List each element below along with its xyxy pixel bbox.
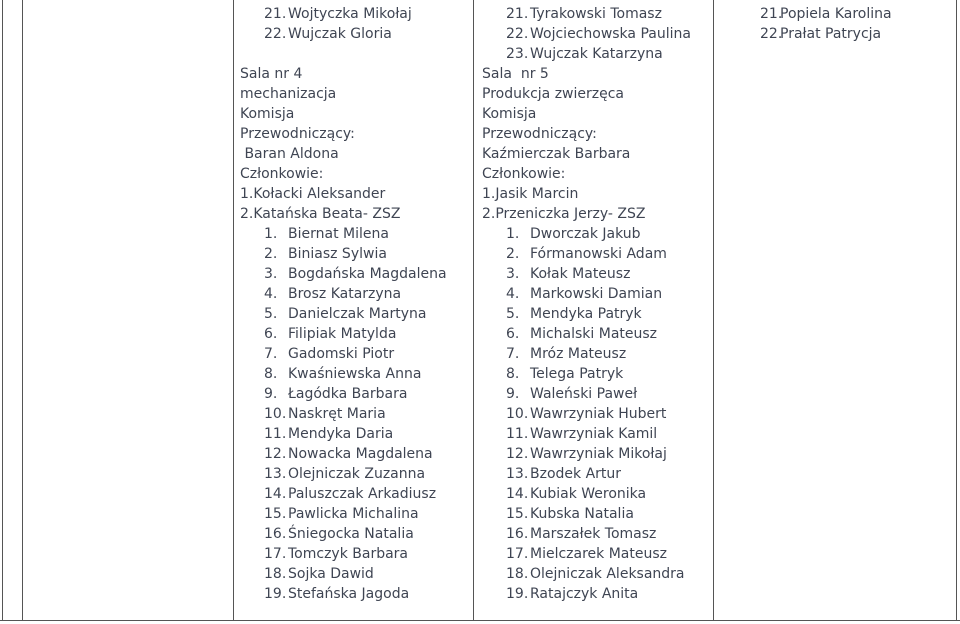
chair-label: Przewodniczący:	[482, 126, 597, 142]
list-item: 12. Nowacka Magdalena	[264, 446, 433, 462]
list-item: 19. Stefańska Jagoda	[264, 586, 410, 602]
list-item: 13. Bzodek Artur	[506, 466, 622, 482]
list-item: 4. Brosz Katarzyna	[264, 286, 402, 302]
column-continued	[760, 4, 955, 44]
list-item: 8. Telega Patryk	[506, 366, 624, 382]
column-divider	[233, 0, 234, 620]
member-1: 1.Jasik Marcin	[482, 186, 579, 202]
list-item: 16. Śniegocka Natalia	[264, 526, 414, 542]
table-border-left	[2, 0, 3, 620]
list-item: 17. Tomczyk Barbara	[264, 546, 409, 562]
list-item: 10. Wawrzyniak Hubert	[506, 406, 667, 422]
committee-heading: Komisja	[240, 106, 295, 122]
list-item: 1. Biernat Milena	[264, 226, 389, 242]
committee-heading: Komisja	[482, 106, 537, 122]
members-label: Członkowie:	[240, 166, 324, 182]
chair-name: Kaźmierczak Barbara	[482, 146, 631, 162]
list-item: 15. Pawlicka Michalina	[264, 506, 419, 522]
list-item: 11. Wawrzyniak Kamil	[506, 426, 658, 442]
list-item: 6. Michalski Mateusz	[506, 326, 658, 342]
table-border-right	[956, 0, 957, 620]
member-2: 2.Katańska Beata- ZSZ	[240, 206, 401, 222]
table-border-bottom	[0, 620, 960, 621]
list-item: 4. Markowski Damian	[506, 286, 663, 302]
list-item: 2. Biniasz Sylwia	[264, 246, 387, 262]
list-item: 3. Bogdańska Magdalena	[264, 266, 447, 282]
list-item: 12. Wawrzyniak Mikołaj	[506, 446, 667, 462]
list-item: 22. Wojciechowska Paulina	[506, 26, 691, 42]
list-item: 8. Kwaśniewska Anna	[264, 366, 422, 382]
room-title: Sala nr 5	[482, 66, 549, 82]
chair-name: Baran Aldona	[240, 146, 339, 162]
list-item: 14. Paluszczak Arkadiusz	[264, 486, 437, 502]
list-item: 21. Wojtyczka Mikołaj	[264, 6, 412, 22]
list-item: 11. Mendyka Daria	[264, 426, 394, 442]
column-sala-5	[482, 4, 712, 604]
members-label: Członkowie:	[482, 166, 566, 182]
list-item: 10. Naskręt Maria	[264, 406, 386, 422]
list-item: 16. Marszałek Tomasz	[506, 526, 657, 542]
list-item: 13. Olejniczak Zuzanna	[264, 466, 426, 482]
column-divider	[22, 0, 23, 620]
room-title: Sala nr 4	[240, 66, 303, 82]
list-item: 6. Filipiak Matylda	[264, 326, 397, 342]
list-item: 18. Sojka Dawid	[264, 566, 374, 582]
list-item: 14. Kubiak Weronika	[506, 486, 647, 502]
specialization: Produkcja zwierzęca	[482, 86, 624, 102]
column-divider	[473, 0, 474, 620]
list-item: 5. Danielczak Martyna	[264, 306, 427, 322]
chair-label: Przewodniczący:	[240, 126, 355, 142]
list-item: 7. Mróz Mateusz	[506, 346, 627, 362]
list-item: 2. Fórmanowski Adam	[506, 246, 667, 262]
specialization: mechanizacja	[240, 86, 337, 102]
list-item: 22.Prałat Patrycja	[760, 26, 882, 42]
member-2: 2.Przeniczka Jerzy- ZSZ	[482, 206, 646, 222]
member-1: 1.Kołacki Aleksander	[240, 186, 386, 202]
list-item: 18. Olejniczak Aleksandra	[506, 566, 685, 582]
list-item: 15. Kubska Natalia	[506, 506, 634, 522]
list-item: 23. Wujczak Katarzyna	[506, 46, 663, 62]
list-item: 3. Kołak Mateusz	[506, 266, 631, 282]
list-item: 7. Gadomski Piotr	[264, 346, 395, 362]
list-item: 1. Dworczak Jakub	[506, 226, 641, 242]
list-item: 22. Wujczak Gloria	[264, 26, 392, 42]
list-item: 21. Tyrakowski Tomasz	[506, 6, 662, 22]
list-item: 21.Popiela Karolina	[760, 6, 892, 22]
student-list	[482, 224, 712, 604]
column-sala-4	[240, 4, 470, 604]
list-item: 19. Ratajczyk Anita	[506, 586, 639, 602]
column-divider	[713, 0, 714, 620]
student-list	[240, 224, 470, 604]
list-item: 5. Mendyka Patryk	[506, 306, 642, 322]
list-item: 9. Łagódka Barbara	[264, 386, 408, 402]
list-item: 17. Mielczarek Mateusz	[506, 546, 667, 562]
list-item: 9. Waleński Paweł	[506, 386, 638, 402]
